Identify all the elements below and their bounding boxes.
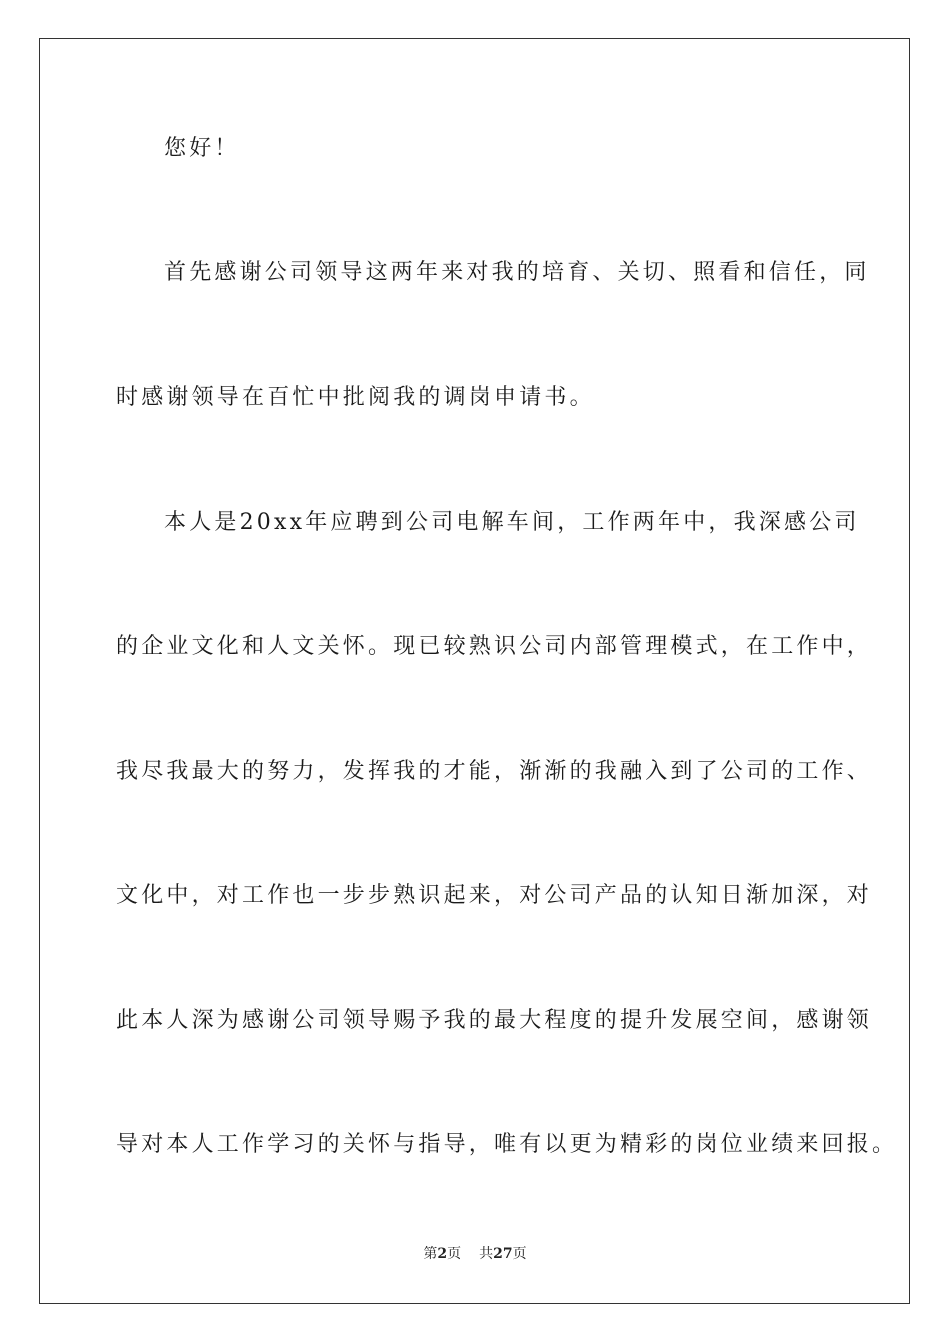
page-footer [0, 1244, 950, 1264]
total-unit: 页 [512, 1246, 527, 1262]
current-page-number: 2 [437, 1246, 448, 1262]
paragraph-2-line-2: 的企业文化和人文关怀。现已较熟识公司内部管理模式，在工作中， [116, 634, 873, 659]
page-unit: 页 [447, 1246, 462, 1262]
paragraph-2-line-4: 文化中，对工作也一步步熟识起来，对公司产品的认知日渐加深，对 [116, 883, 873, 908]
paragraph-2-line-1: 本人是20xx年应聘到公司电解车间，工作两年中，我深感公司 [164, 510, 860, 535]
greeting-line: 您好！ [164, 136, 240, 161]
paragraph-2-line-6: 导对本人工作学习的关怀与指导，唯有以更为精彩的岗位业绩来回报。 [116, 1132, 898, 1157]
page-border [39, 38, 910, 1304]
total-page-count: 27 [493, 1246, 513, 1262]
page-prefix: 第 [423, 1246, 438, 1262]
paragraph-1-line-2: 时感谢领导在百忙中批阅我的调岗申请书。 [116, 385, 595, 410]
total-prefix: 共 [479, 1246, 494, 1262]
paragraph-1-line-1: 首先感谢公司领导这两年来对我的培育、关切、照看和信任，同 [164, 260, 870, 285]
paragraph-2-line-5: 此本人深为感谢公司领导赐予我的最大程度的提升发展空间，感谢领 [116, 1008, 873, 1033]
paragraph-2-line-3: 我尽我最大的努力，发挥我的才能，渐渐的我融入到了公司的工作、 [116, 759, 873, 784]
